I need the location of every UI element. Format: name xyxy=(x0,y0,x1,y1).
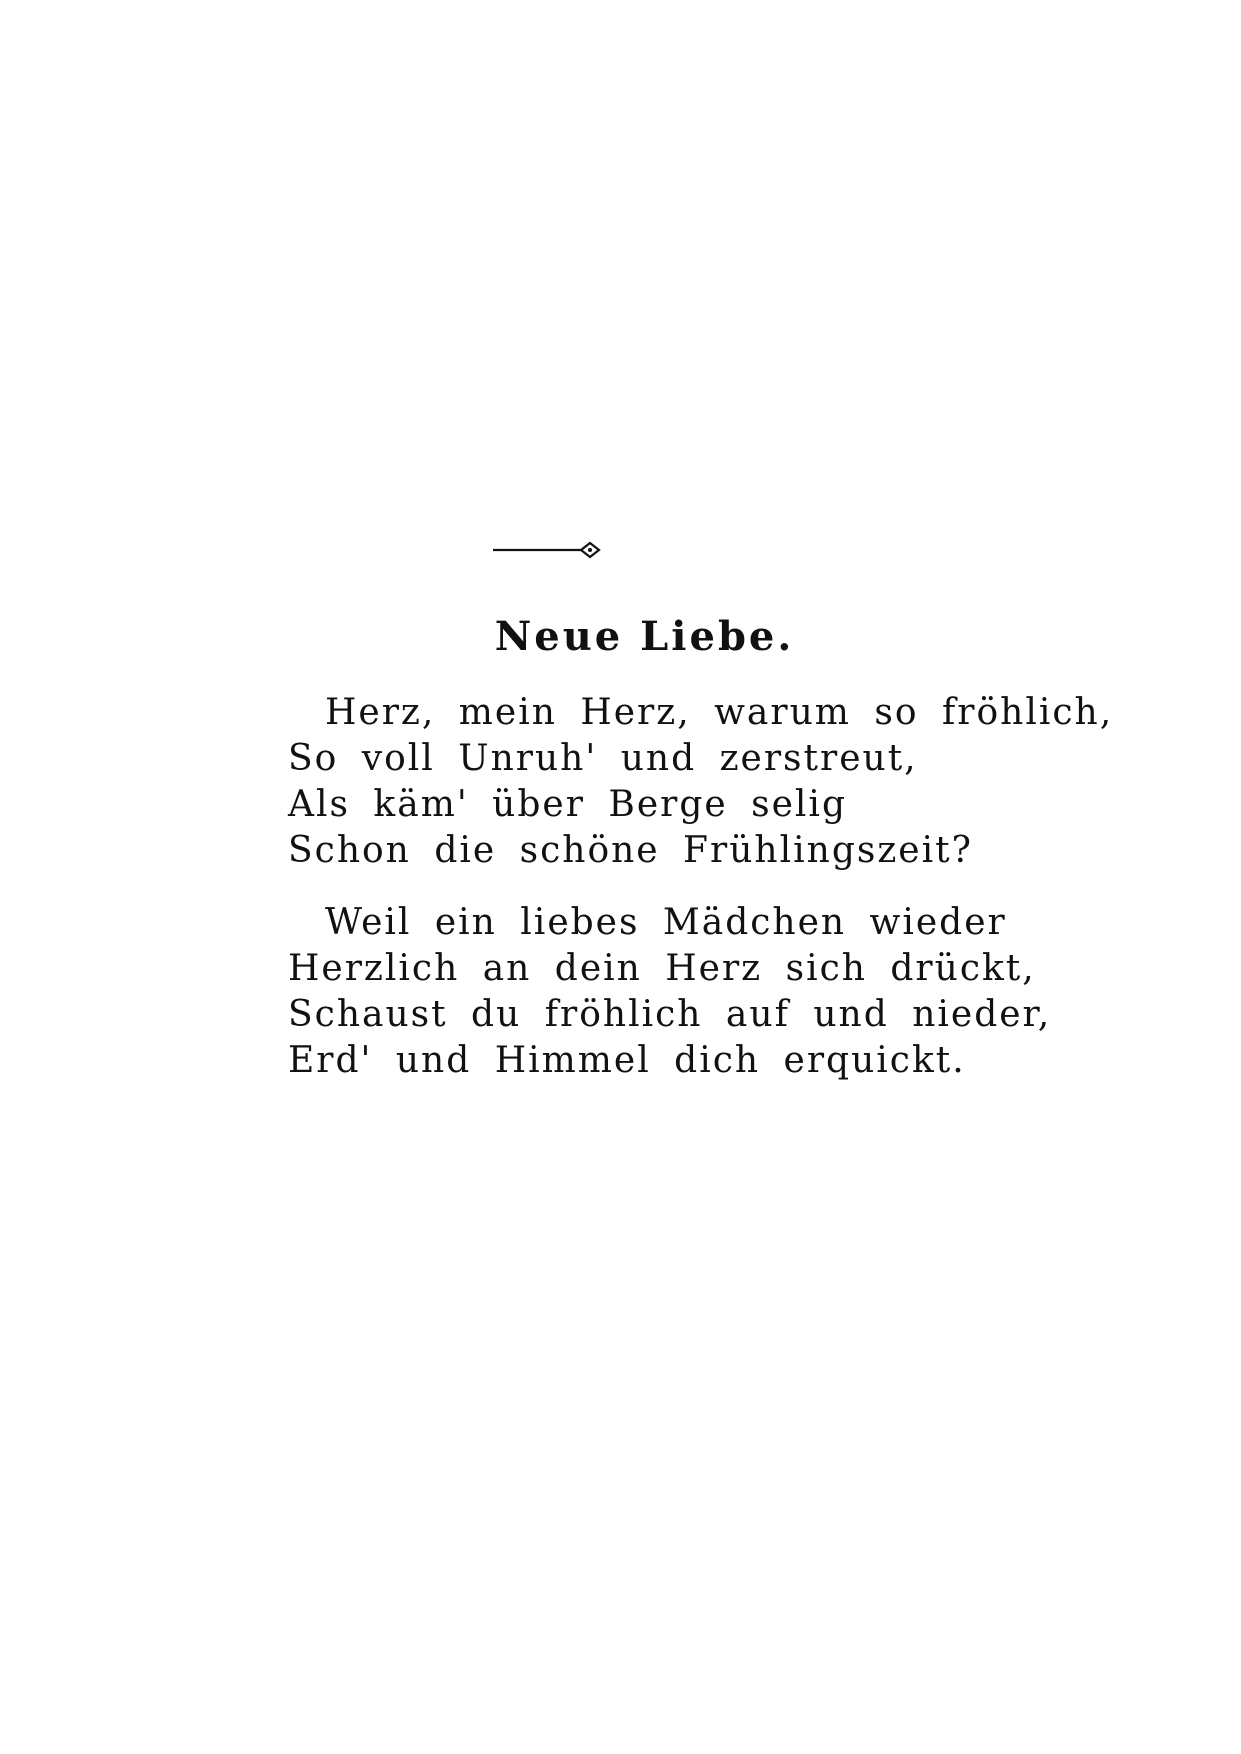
verse-line: Herzlich an dein Herz sich drückt, xyxy=(288,948,1036,989)
verse-line: Erd' und Himmel dich erquickt. xyxy=(288,1040,966,1081)
verse-line: Weil ein liebes Mädchen wieder xyxy=(325,902,1007,943)
stanza-2 xyxy=(288,900,1052,1084)
verse-line: Schon die schöne Frühlingszeit? xyxy=(288,830,973,871)
stanza-1 xyxy=(288,690,1114,874)
verse-line: Schaust du fröhlich auf und nieder, xyxy=(288,994,1052,1035)
ornament-divider xyxy=(493,538,603,562)
verse-line: Als käm' über Berge selig xyxy=(288,784,847,825)
verse-line: Herz, mein Herz, warum so fröhlich, xyxy=(325,692,1114,733)
verse-line: So voll Unruh' und zerstreut, xyxy=(288,738,918,779)
poem-title: Neue Liebe. xyxy=(494,613,795,660)
